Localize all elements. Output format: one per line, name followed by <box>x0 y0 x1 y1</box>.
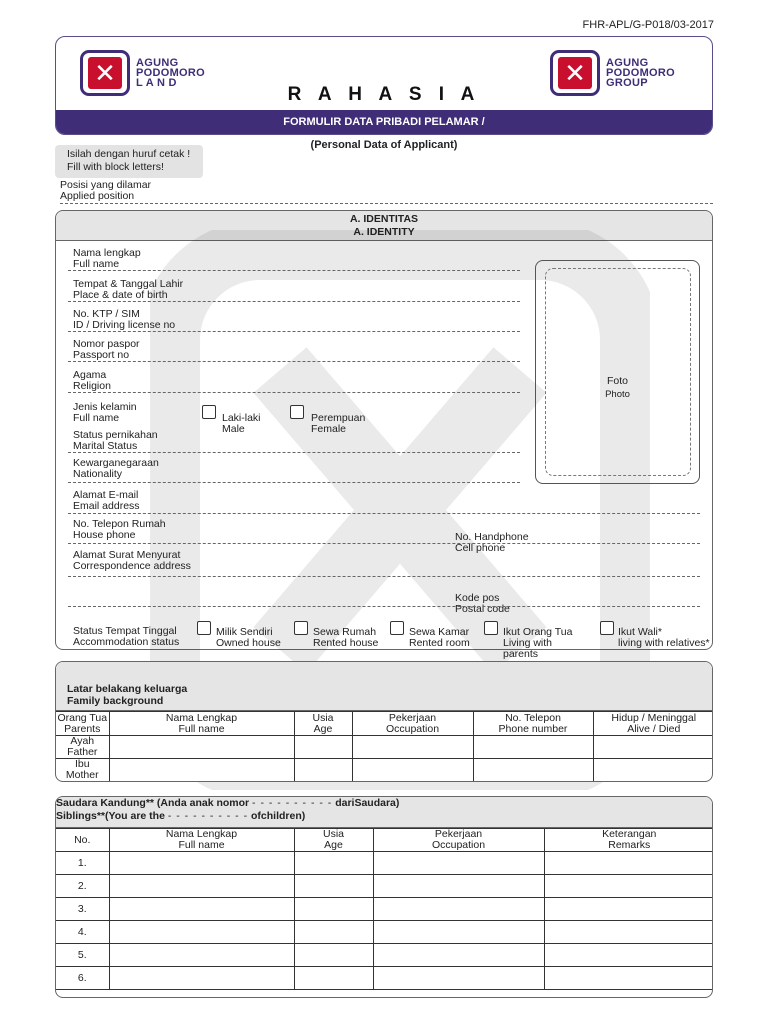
accommodation-owned-label <box>216 627 281 649</box>
marital-input[interactable] <box>68 452 520 453</box>
sibling-age-cell[interactable] <box>294 875 373 898</box>
accommodation-rented-house-label <box>313 627 378 649</box>
sibling-name-cell[interactable] <box>109 875 294 898</box>
logo-mark-icon: ✕ <box>80 50 130 96</box>
mother-occupation-cell[interactable] <box>352 759 473 782</box>
father-name-cell[interactable] <box>109 736 294 759</box>
sibling-occupation-cell[interactable] <box>373 898 544 921</box>
sibling-age-cell[interactable] <box>294 921 373 944</box>
siblings-title-en: Siblings**(You are the - - - - - - - - - - ofchildren) <box>56 810 306 822</box>
document-code: FHR-APL/G-P018/03-2017 <box>582 19 714 31</box>
section-title-en: A. IDENTITY <box>353 226 415 238</box>
passport-input[interactable] <box>68 361 520 362</box>
sibling-remarks-cell[interactable] <box>544 944 713 967</box>
sibling-name-cell[interactable] <box>109 967 294 990</box>
confidential-title: R A H A S I A <box>287 84 481 105</box>
accommodation-parents-label <box>503 627 572 660</box>
label-id: Tempat & Tanggal Lahir <box>73 278 184 290</box>
row-number: 1. <box>56 852 109 875</box>
accommodation-relatives-label <box>618 627 710 649</box>
gender-male-checkbox[interactable] <box>202 405 216 419</box>
sibling-name-cell[interactable] <box>109 898 294 921</box>
logo-text-line3: L A N D <box>136 77 177 89</box>
sibling-age-cell[interactable] <box>294 852 373 875</box>
label-en: Applied position <box>60 190 135 202</box>
label-en: Accommodation status <box>73 636 180 648</box>
label-en: Cell phone <box>455 542 506 554</box>
father-phone-cell[interactable] <box>473 736 593 759</box>
father-occupation-cell[interactable] <box>352 736 473 759</box>
label-id: Nama lengkap <box>73 247 141 259</box>
col-age: Usia Age <box>294 829 373 852</box>
field-postal <box>455 593 510 615</box>
table-row <box>56 967 713 990</box>
label-id: No. Telepon Rumah <box>73 518 166 530</box>
col-full-name: Nama Lengkap Full name <box>109 829 294 852</box>
applied-position-field[interactable] <box>60 203 713 204</box>
section-title-en: Family background <box>67 695 164 707</box>
sibling-age-cell[interactable] <box>294 944 373 967</box>
logo-text-line1: AGUNG <box>136 57 179 69</box>
label-en: Owned house <box>216 637 281 649</box>
label-id: Milik Sendiri <box>216 626 273 638</box>
label-id: Ikut Orang Tua <box>503 626 573 638</box>
email-input[interactable] <box>68 513 700 514</box>
field-full-name <box>73 248 141 270</box>
label-en: living with relatives* <box>618 637 710 649</box>
sibling-remarks-cell[interactable] <box>544 967 713 990</box>
mother-age-cell[interactable] <box>294 759 352 782</box>
section-title-id: Latar belakang keluarga <box>67 683 188 695</box>
mother-name-cell[interactable] <box>109 759 294 782</box>
label-id: Agama <box>73 369 107 381</box>
label-id: No. Handphone <box>455 531 529 543</box>
label-en: Passport no <box>73 349 130 361</box>
label-en: Living with <box>503 637 553 649</box>
birth-input[interactable] <box>68 301 520 302</box>
family-section <box>55 661 713 782</box>
sibling-name-cell[interactable] <box>109 852 294 875</box>
label-en: House phone <box>73 529 136 541</box>
sibling-occupation-cell[interactable] <box>373 852 544 875</box>
sibling-occupation-cell[interactable] <box>373 944 544 967</box>
col-occupation: Pekerjaan Occupation <box>352 712 473 736</box>
table-row <box>56 759 713 782</box>
religion-input[interactable] <box>68 392 520 393</box>
sibling-age-cell[interactable] <box>294 967 373 990</box>
table-row <box>56 736 713 759</box>
father-age-cell[interactable] <box>294 736 352 759</box>
siblings-table <box>56 828 713 990</box>
col-no: No. <box>56 829 109 852</box>
label-id: Kewarganegaraan <box>73 457 159 469</box>
col-phone: No. Telepon Phone number <box>473 712 593 736</box>
label-id: Kode pos <box>455 592 500 604</box>
table-row <box>56 875 713 898</box>
logo-text-line2: PODOMORO <box>136 67 206 79</box>
field-birth <box>73 279 183 301</box>
label-en: Religion <box>73 380 111 392</box>
label-en: Email address <box>73 500 140 512</box>
logo-mark-icon: ✕ <box>550 50 600 96</box>
col-age: Usia Age <box>294 712 352 736</box>
family-header <box>56 662 712 711</box>
label-id: Laki-laki <box>222 412 261 424</box>
accommodation-owned-checkbox[interactable] <box>197 621 211 635</box>
field-email <box>73 490 140 512</box>
table-header-row <box>56 712 713 736</box>
id-number-input[interactable] <box>68 331 520 332</box>
label-en: Marital Status <box>73 440 138 452</box>
table-row <box>56 898 713 921</box>
row-number: 2. <box>56 875 109 898</box>
photo-dropzone[interactable] <box>545 268 691 476</box>
row-number: 4. <box>56 921 109 944</box>
label-en: Female <box>311 423 347 435</box>
col-parents: Orang Tua Parents <box>57 711 108 735</box>
notice-line1: Isilah dengan huruf cetak ! <box>67 148 191 160</box>
table-row <box>56 852 713 875</box>
label-id: Foto <box>606 375 628 387</box>
field-nationality <box>73 458 159 480</box>
sibling-occupation-cell[interactable] <box>373 875 544 898</box>
applied-position-label <box>60 180 151 202</box>
full-name-input[interactable] <box>68 270 520 271</box>
field-id-number <box>73 309 175 331</box>
address-input-1[interactable] <box>68 576 700 577</box>
notice-line2: Fill with block letters! <box>67 161 164 173</box>
accommodation-relatives-checkbox[interactable] <box>600 621 614 635</box>
label-en-2: parents <box>503 648 539 660</box>
sibling-age-cell[interactable] <box>294 898 373 921</box>
table-header-row <box>56 829 713 852</box>
label-en: Rented house <box>313 637 379 649</box>
label-en: Full name <box>73 258 120 270</box>
gender-male-label <box>222 413 261 435</box>
sibling-occupation-cell[interactable] <box>373 967 544 990</box>
sibling-occupation-cell[interactable] <box>373 921 544 944</box>
label-id: Status pernikahan <box>73 429 158 441</box>
family-table <box>56 711 713 782</box>
label-en: Postal code <box>455 603 510 615</box>
siblings-section <box>55 796 713 998</box>
row-number: 6. <box>56 967 109 990</box>
field-gender <box>73 402 137 424</box>
siblings-title-id: Saudara Kandung** (Anda anak nomor - - - - - - - - - - dariSaudara) <box>56 797 400 809</box>
accommodation-label <box>73 626 179 648</box>
sibling-name-cell[interactable] <box>109 944 294 967</box>
father-alive-cell[interactable] <box>593 736 713 759</box>
section-title-id: A. IDENTITAS <box>349 213 419 225</box>
accommodation-rented-house-checkbox[interactable] <box>294 621 308 635</box>
gender-female-checkbox[interactable] <box>290 405 304 419</box>
accommodation-rented-room-checkbox[interactable] <box>390 621 404 635</box>
label-id: Nomor paspor <box>73 338 140 350</box>
accommodation-parents-checkbox[interactable] <box>484 621 498 635</box>
label-id: Perempuan <box>311 412 366 424</box>
gender-female-label <box>311 413 365 435</box>
field-passport <box>73 339 140 361</box>
field-address <box>73 550 191 572</box>
label-en: Full name <box>73 412 120 424</box>
field-house-phone <box>73 519 166 541</box>
col-occupation: Pekerjaan Occupation <box>373 829 544 852</box>
form-subtitle: (Personal Data of Applicant) <box>310 139 458 151</box>
form-header <box>55 36 713 135</box>
house-phone-input[interactable] <box>68 543 700 544</box>
label-id: No. KTP / SIM <box>73 308 140 320</box>
col-alive: Hidup / Meninggal Alive / Died <box>593 712 713 736</box>
notice-box <box>55 145 203 178</box>
label-id: Alamat E-mail <box>73 489 139 501</box>
label-en: Photo <box>605 389 630 400</box>
label-id: Sewa Rumah <box>313 626 377 638</box>
row-label-father: Ayah Father <box>56 736 109 759</box>
row-label-mother: Ibu Mother <box>56 759 109 782</box>
mother-phone-cell[interactable] <box>473 759 593 782</box>
address-input-2[interactable] <box>68 606 700 607</box>
accommodation-rented-room-label <box>409 627 470 649</box>
label-id: Alamat Surat Menyurat <box>73 549 181 561</box>
sibling-remarks-cell[interactable] <box>544 921 713 944</box>
sibling-remarks-cell[interactable] <box>544 898 713 921</box>
label-en: Male <box>222 423 245 435</box>
label-id: Jenis kelamin <box>73 401 137 413</box>
table-row <box>56 944 713 967</box>
logo-text-line1: AGUNG <box>606 57 649 69</box>
label-en: Correspondence address <box>73 560 191 572</box>
col-full-name: Nama Lengkap Full name <box>109 712 294 736</box>
row-number: 5. <box>56 944 109 967</box>
label-id: Posisi yang dilamar <box>60 179 152 191</box>
photo-label <box>535 375 700 401</box>
logo-text-line2: PODOMORO <box>606 67 676 79</box>
label-id: Ikut Wali* <box>618 626 662 638</box>
label-en: Nationality <box>73 468 123 480</box>
logo-text-line3: GROUP <box>606 77 648 89</box>
sibling-remarks-cell[interactable] <box>544 875 713 898</box>
mother-alive-cell[interactable] <box>593 759 713 782</box>
nationality-input[interactable] <box>68 482 520 483</box>
table-row <box>56 921 713 944</box>
field-marital <box>73 430 158 452</box>
form-title-bar: FORMULIR DATA PRIBADI PELAMAR / <box>56 110 712 134</box>
row-number: 3. <box>56 898 109 921</box>
sibling-remarks-cell[interactable] <box>544 852 713 875</box>
label-en: Place & date of birth <box>73 289 168 301</box>
sibling-name-cell[interactable] <box>109 921 294 944</box>
col-remarks: Keterangan Remarks <box>544 829 713 852</box>
siblings-header <box>56 797 712 828</box>
field-religion <box>73 370 111 392</box>
label-id: Status Tempat Tinggal <box>73 625 177 637</box>
label-en: Rented room <box>409 637 470 649</box>
label-en: ID / Driving license no <box>73 319 176 331</box>
label-id: Sewa Kamar <box>409 626 470 638</box>
